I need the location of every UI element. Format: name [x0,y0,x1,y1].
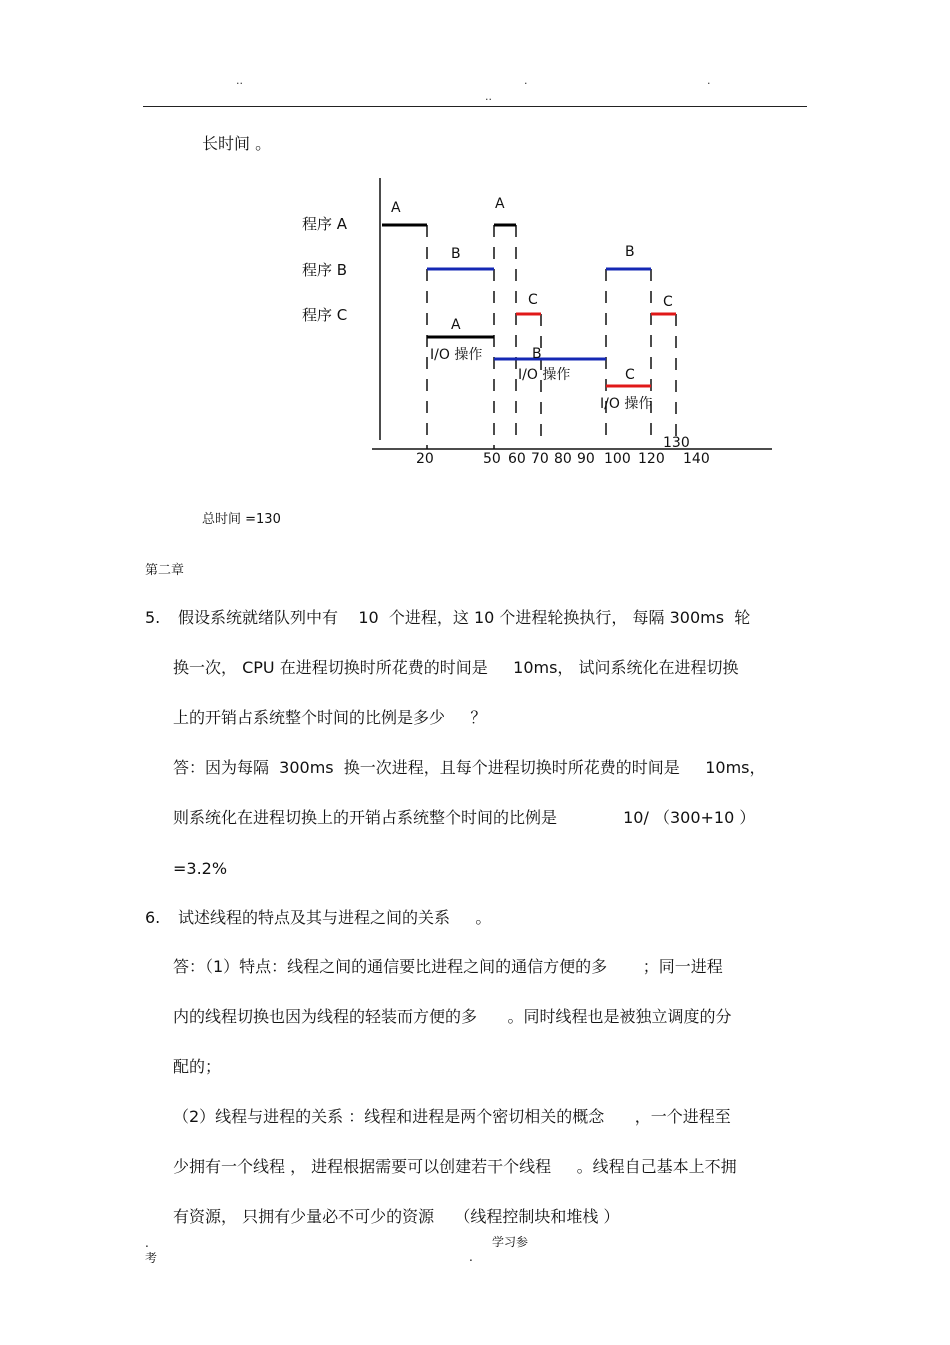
q5-line-1: 假设系统就绪队列中有 10 个进程，这 10 个进程轮换执行， 每隔 300ms 轮 [178,608,751,627]
row-label-program-b: 程序 B [302,261,348,279]
chapter-heading: 第二章 [145,563,185,578]
tick-70: 70 [531,451,549,467]
end-label-130: 130 [663,435,690,451]
label-a-2: A [495,196,505,212]
label-io-c: C [625,367,635,383]
label-io-a: A [451,317,461,333]
q6-answer-line-1: 答：（1）特点：线程之间的通信要比进程之间的通信方便的多 ；同一进程 [173,957,723,976]
q6-answer-line-6: 有资源， 只拥有少量必不可少的资源 （线程控制块和堆栈 ） [173,1207,620,1226]
tick-120: 120 [638,451,665,467]
q6-answer-line-5: 少拥有一个线程 ， 进程根据需要可以创建若干个线程 。线程自己基本上不拥 [173,1157,737,1176]
label-c-2: C [663,294,673,310]
tick-140: 140 [683,451,710,467]
intro-line: 长时间 。 [202,134,272,153]
q6-question: 试述线程的特点及其与进程之间的关系 。 [178,908,492,927]
q6-answer-line-3: 配的； [173,1057,222,1076]
q5-answer-line-1: 答：因为每隔 300ms 换一次进程，且每个进程切换时所花费的时间是 10ms， [173,758,766,777]
tick-20: 20 [416,451,434,467]
tick-50: 50 [483,451,501,467]
q5-line-2: 换一次， CPU 在进程切换时所花费的时间是 10ms， 试问系统化在进程切换 [173,658,739,677]
timeline-diagram [0,0,950,480]
header-dots-middle: . [524,74,528,87]
q6-answer-line-4: （2）线程与进程的关系 ：线程和进程是两个密切相关的概念 ，一个进程至 [173,1107,731,1126]
tick-90: 90 [577,451,595,467]
footer-center: 学习参 [492,1235,529,1249]
q5-line-3: 上的开销占系统整个时间的比例是多少 ？ [173,708,487,727]
header-dots-under: .. [485,90,492,103]
q6-number: 6. [145,908,161,927]
tick-80: 80 [554,451,572,467]
row-label-program-c: 程序 C [302,306,348,324]
label-io-b: B [532,346,542,362]
label-b-2: B [625,244,635,260]
footer-right-dot: . [469,1250,473,1264]
q6-answer-line-2: 内的线程切换也因为线程的轻装而方便的多 。同时线程也是被独立调度的分 [173,1007,732,1026]
q5-answer-line-3: =3.2% [173,859,228,878]
io-text-b: I/O 操作 [518,367,571,383]
row-label-program-a: 程序 A [302,215,348,233]
label-c-1: C [528,292,538,308]
footer-left-dot: . [145,1236,149,1250]
total-time: 总时间 =130 [202,512,281,527]
tick-100: 100 [604,451,631,467]
q5-number: 5. [145,608,161,627]
header-dots-left: .. [236,74,243,87]
io-text-a: I/O 操作 [430,347,483,363]
label-a-1: A [391,200,401,216]
label-b-1: B [451,246,461,262]
q5-answer-line-2: 则系统化在进程切换上的开销占系统整个时间的比例是 10/ （300+10 ） [173,808,756,827]
footer-left: 考 [145,1251,158,1265]
header-dots-right: . [707,74,711,87]
io-text-c: I/O 操作 [600,396,653,412]
tick-60: 60 [508,451,526,467]
